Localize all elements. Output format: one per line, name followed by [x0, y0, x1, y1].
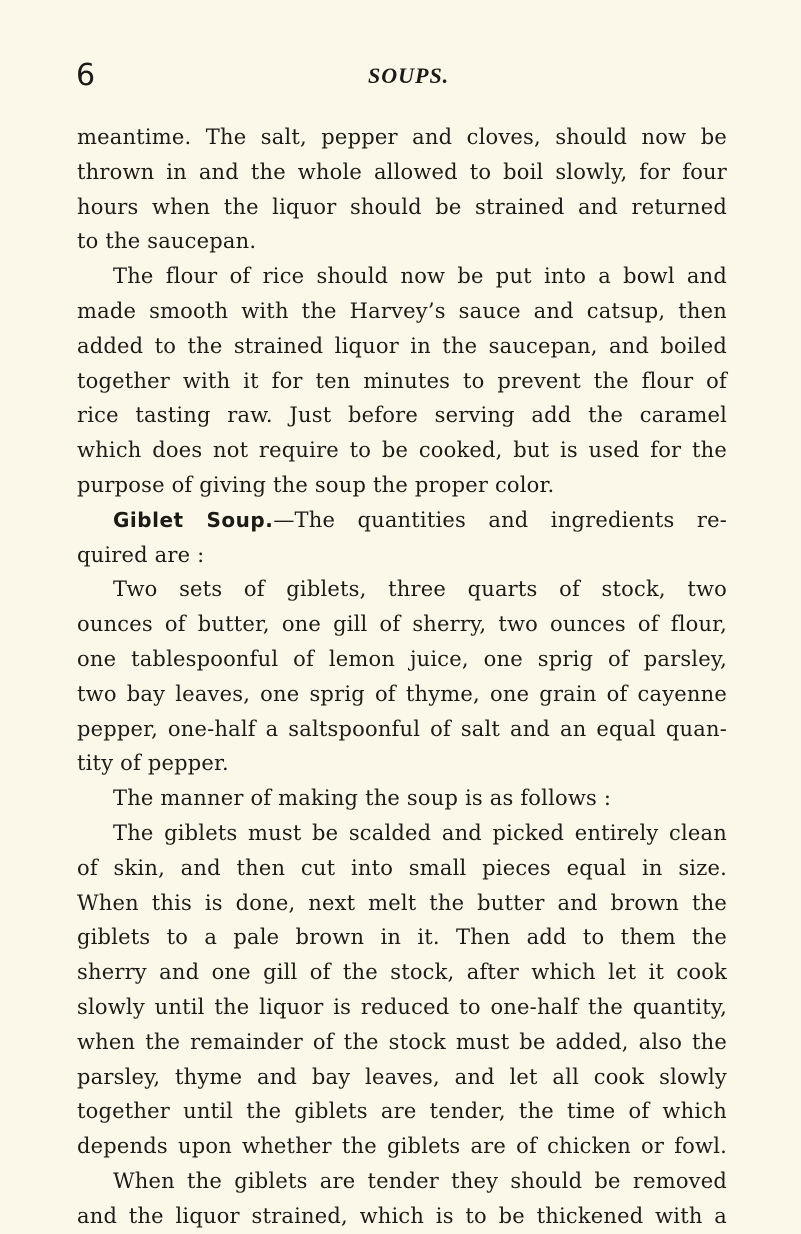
text-line: together until the giblets are tender, the time of which [77, 1099, 727, 1124]
text-line: and the liquor strained, which is to be thickened with a [77, 1203, 727, 1228]
page-number: 6 [76, 58, 96, 93]
text-line: slowly until the liquor is reduced to one-half the quantity, [77, 994, 727, 1019]
text-line: made smooth with the Harvey’s sauce and catsup, then [77, 298, 727, 323]
section-heading: Giblet Soup. [113, 507, 274, 532]
text-line: The manner of making the soup is as follows : [113, 786, 612, 811]
text-line: to the saucepan. [77, 229, 257, 254]
text-line: thrown in and the whole allowed to boil slowly, for four [77, 159, 727, 184]
text-line: which does not require to be cooked, but is used for the [77, 438, 727, 463]
running-head: SOUPS. [368, 63, 450, 88]
text-line: added to the strained liquor in the saucepan, and boiled [77, 333, 727, 358]
page-header [76, 56, 726, 96]
text-line: depends upon whether the giblets are of chicken or fowl. [77, 1134, 727, 1159]
text-line: When this is done, next melt the butter and brown the [77, 890, 727, 915]
text-line: rice tasting raw. Just before serving add the caramel [77, 403, 727, 428]
text-line: parsley, thyme and bay leaves, and let all cook slowly [77, 1064, 727, 1089]
text-line: together with it for ten minutes to prevent the flour of [77, 368, 727, 393]
text-line: pepper, one-half a saltspoonful of salt and an equal quan- [77, 716, 727, 741]
text-line: The flour of rice should now be put into a bowl and [113, 264, 727, 289]
body-text [77, 120, 727, 1234]
text-line: of skin, and then cut into small pieces equal in size. [77, 855, 727, 880]
text-line: two bay leaves, one sprig of thyme, one grain of cayenne [77, 681, 727, 706]
text-line: meantime. The salt, pepper and cloves, should now be [77, 125, 727, 149]
text-line: purpose of giving the soup the proper color. [77, 472, 555, 497]
text-line: When the giblets are tender they should be removed [113, 1168, 727, 1193]
text-line: ounces of butter, one gill of sherry, two ounces of flour, [77, 612, 727, 637]
text-line: one tablespoonful of lemon juice, one sprig of parsley, [77, 646, 727, 671]
text-line: quired are : [77, 542, 205, 567]
text-line: tity of pepper. [77, 751, 229, 776]
text-line: when the remainder of the stock must be added, also the [77, 1029, 727, 1054]
text-line: Two sets of giblets, three quarts of stock, two [113, 577, 727, 602]
section-first-line [77, 503, 727, 538]
text-line: hours when the liquor should be strained and returned [77, 194, 727, 219]
text-line: giblets to a pale brown in it. Then add to them the [77, 925, 727, 950]
section-first-line-text: —The quantities and ingredients re- [273, 507, 728, 532]
text-line: The giblets must be scalded and picked entirely clean [113, 820, 727, 845]
text-line: sherry and one gill of the stock, after which let it cook [77, 960, 727, 985]
